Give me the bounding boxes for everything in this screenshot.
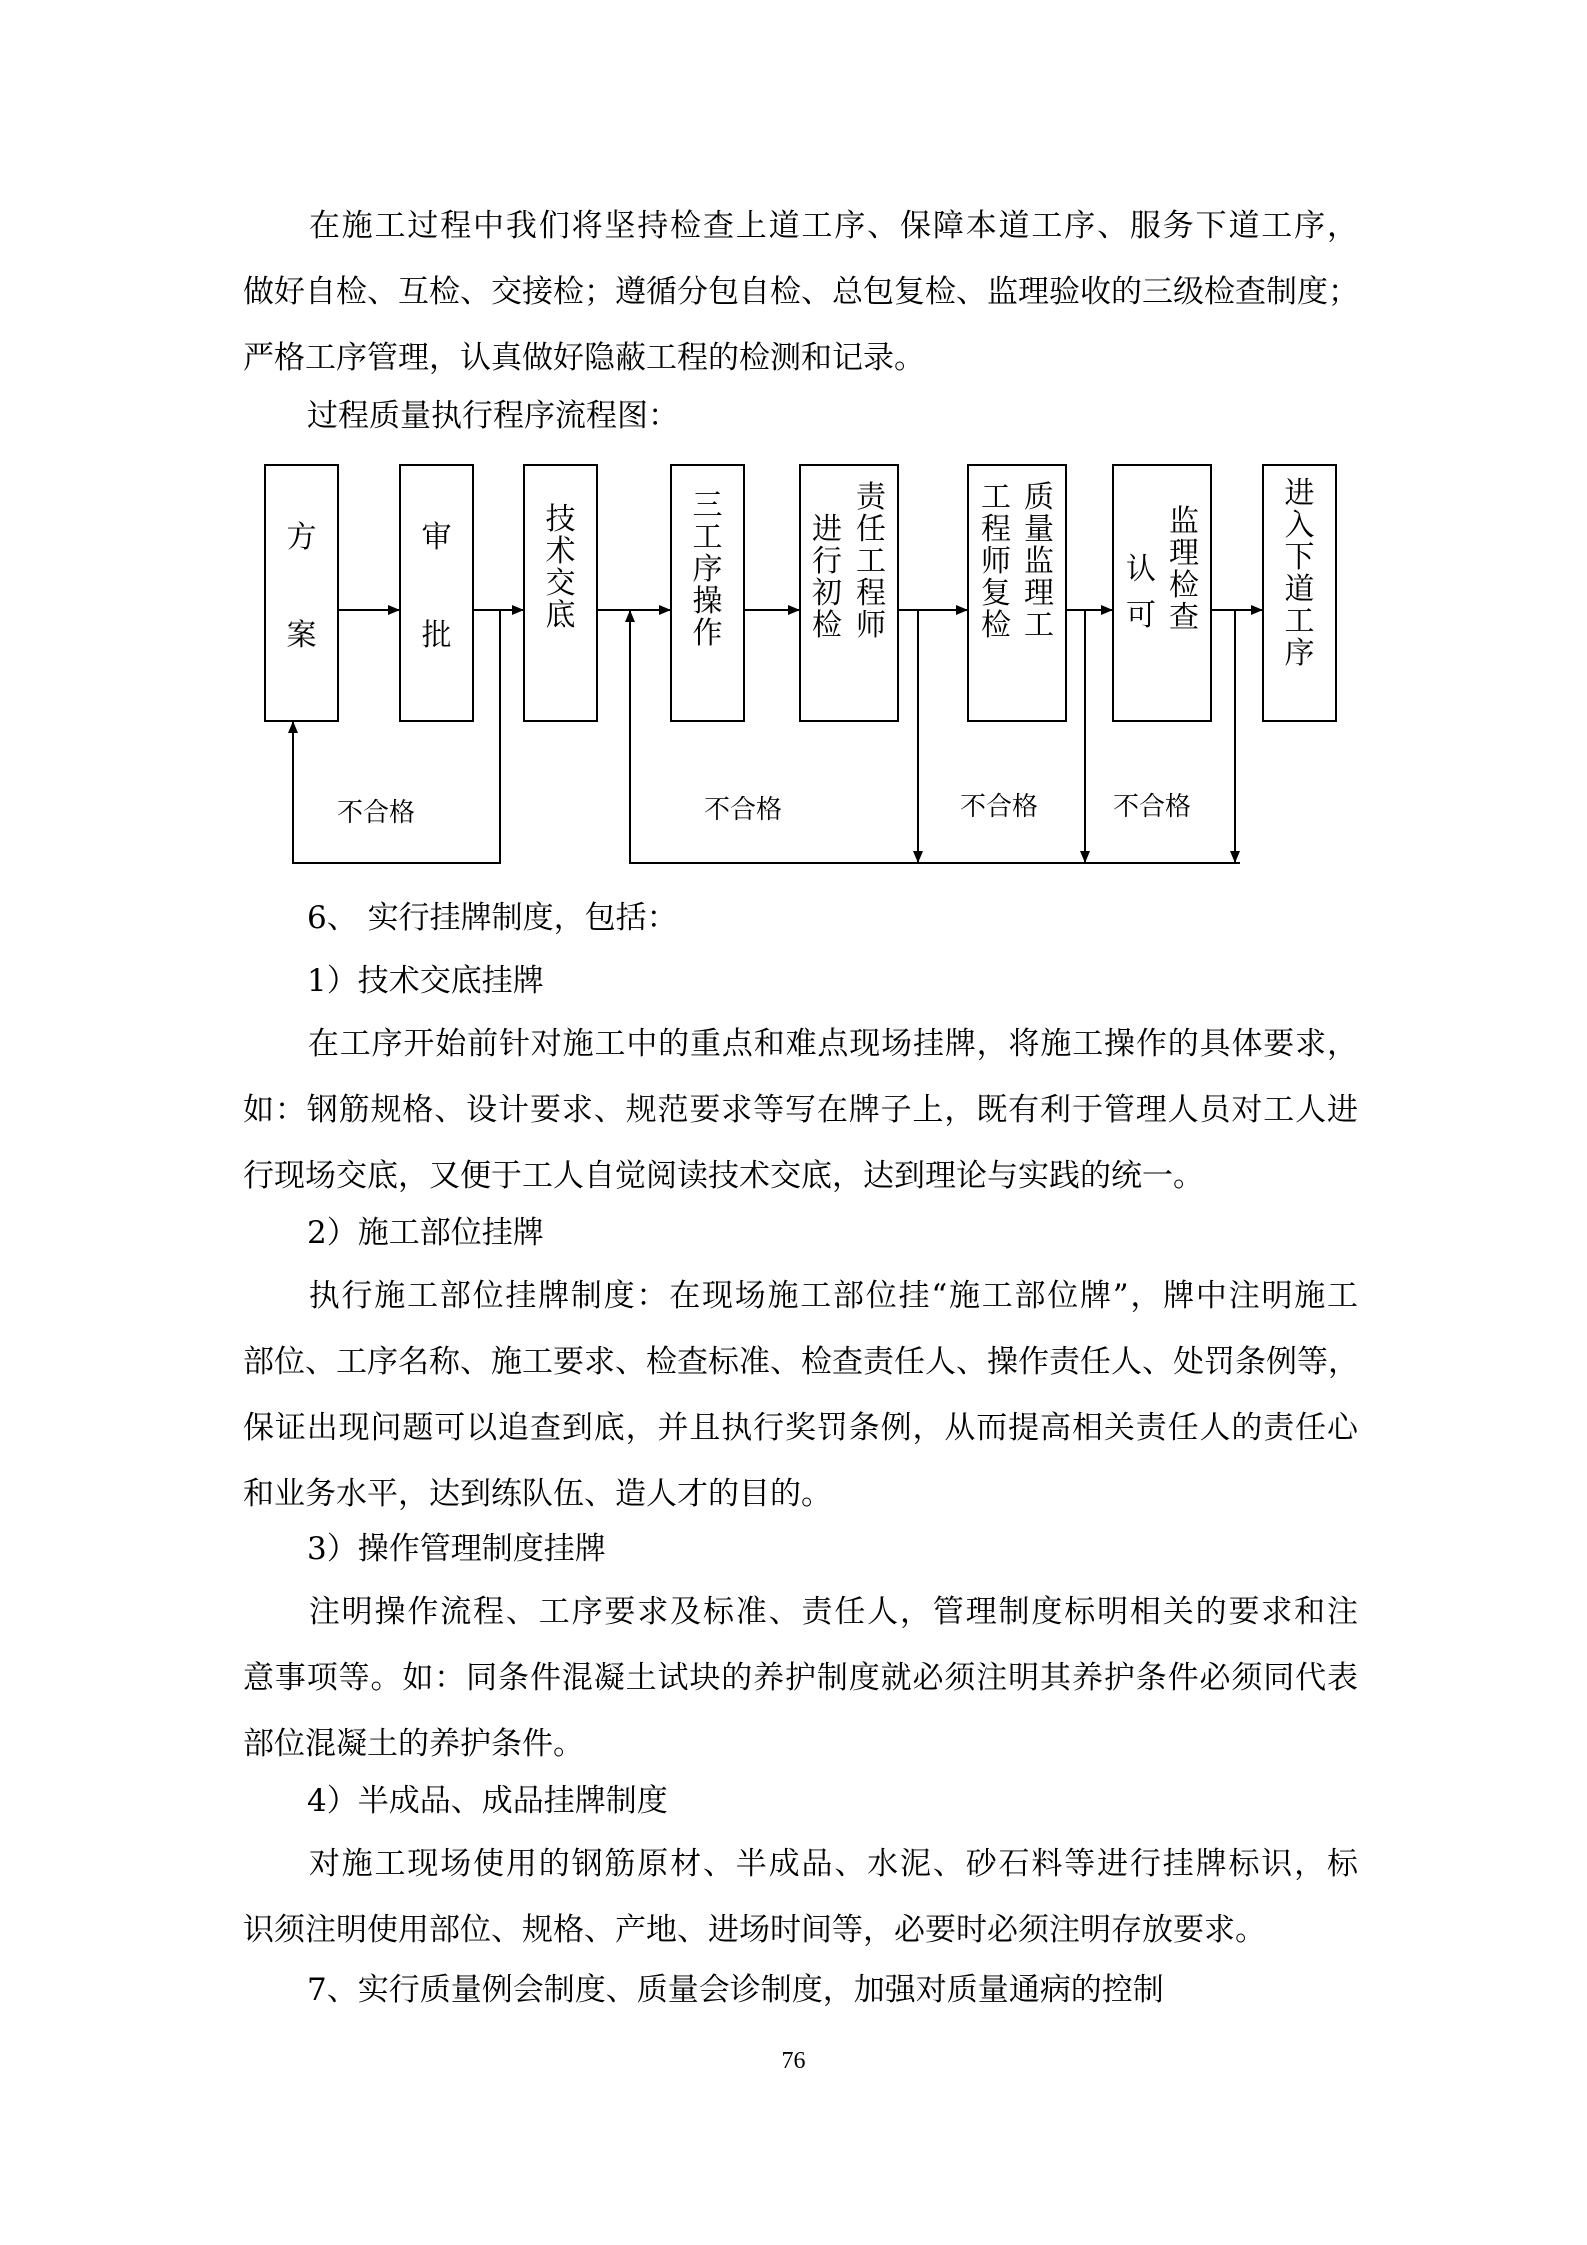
initial-check-right-char-4: 程 <box>856 576 886 611</box>
box-supervisor-label-right <box>1169 504 1199 635</box>
box-approval <box>400 465 473 721</box>
recheck-left-char-3: 师 <box>981 544 1011 579</box>
item-1-title: 1）技术交底挂牌 <box>307 963 544 999</box>
next-process-char-3: 下 <box>1284 540 1315 575</box>
next-process-char-1: 进 <box>1284 476 1315 511</box>
supervisor-left-char-2: 可 <box>1126 598 1156 633</box>
fail-label-4: 不合格 <box>1113 792 1192 822</box>
item-3-title: 3）操作管理制度挂牌 <box>307 1531 606 1567</box>
item-2-line-2: 部位、工序名称、施工要求、检查标准、检查责任人、操作责任人、处罚条例等， <box>243 1344 1359 1380</box>
fail-label-2: 不合格 <box>704 795 783 825</box>
recheck-right-char-1: 质 <box>1024 480 1054 515</box>
recheck-left-char-2: 程 <box>981 512 1011 547</box>
fail-label-1: 不合格 <box>337 798 416 828</box>
next-process-char-2: 入 <box>1284 508 1315 543</box>
supervisor-right-char-4: 查 <box>1169 600 1199 635</box>
flowchart-title: 过程质量执行程序流程图： <box>307 398 679 434</box>
operation-char-5: 作 <box>692 616 723 651</box>
intro-line-3: 严格工序管理，认真做好隐蔽工程的检测和记录。 <box>243 340 925 376</box>
item-2-title: 2）施工部位挂牌 <box>307 1215 544 1251</box>
initial-check-right-char-1: 责 <box>856 480 886 515</box>
page-number: 76 <box>781 2048 806 2074</box>
box-plan-char-1: 方 <box>286 520 317 555</box>
intro-paragraph <box>243 193 1358 391</box>
intro-line-1: 在施工过程中我们将坚持检查上道工序、保障本道工序、服务下道工序， <box>307 208 1358 244</box>
operation-char-3: 序 <box>692 552 723 587</box>
box-operation-label <box>693 488 723 651</box>
operation-char-1: 三 <box>692 488 723 523</box>
initial-check-left-char-4: 检 <box>812 608 842 643</box>
item-2-line-4: 和业务水平，达到练队伍、造人才的目的。 <box>243 1476 832 1512</box>
item-2-paragraph <box>243 1263 1358 1527</box>
recheck-right-char-2: 量 <box>1024 512 1054 547</box>
item-4-line-1: 对施工现场使用的钢筋原材、半成品、水泥、砂石料等进行挂牌标识，标 <box>307 1846 1358 1882</box>
initial-check-left-char-3: 初 <box>812 576 842 611</box>
box-next-process-label <box>1285 476 1315 671</box>
box-recheck-label-left <box>981 480 1011 643</box>
supervisor-left-char-1: 认 <box>1126 552 1156 587</box>
item-4-paragraph <box>243 1831 1358 1963</box>
recheck-right-char-4: 理 <box>1024 576 1054 611</box>
tech-briefing-char-2: 术 <box>545 534 576 569</box>
item-3-line-2: 意事项等。如：同条件混凝土试块的养护制度就必须注明其养护条件必须同代表 <box>243 1660 1358 1696</box>
item-3-line-3: 部位混凝土的养护条件。 <box>243 1726 584 1762</box>
item-1-line-1: 在工序开始前针对施工中的重点和难点现场挂牌，将施工操作的具体要求， <box>307 1026 1358 1062</box>
box-approval-char-1: 审 <box>421 520 452 555</box>
box-initial-check-label-left <box>812 512 842 643</box>
next-process-char-5: 工 <box>1284 604 1315 639</box>
fail-label-3: 不合格 <box>960 792 1039 822</box>
recheck-left-char-4: 复 <box>981 576 1011 611</box>
item-1-paragraph <box>243 1011 1358 1209</box>
recheck-right-char-3: 监 <box>1024 544 1054 579</box>
supervisor-right-char-1: 监 <box>1169 504 1199 539</box>
item-2-line-1: 执行施工部位挂牌制度：在现场施工部位挂“施工部位牌”，牌中注明施工 <box>307 1278 1358 1314</box>
tech-briefing-char-4: 底 <box>545 598 576 633</box>
tech-briefing-char-3: 交 <box>545 566 576 601</box>
section-6-title: 6、 实行挂牌制度，包括： <box>307 900 678 936</box>
item-3-paragraph <box>243 1579 1358 1777</box>
box-plan <box>265 465 338 721</box>
recheck-left-char-5: 检 <box>981 608 1011 643</box>
box-initial-check-label-right <box>856 480 888 643</box>
initial-check-left-char-1: 进 <box>812 512 842 547</box>
item-3-line-1: 注明操作流程、工序要求及标准、责任人，管理制度标明相关的要求和注 <box>307 1594 1358 1630</box>
initial-check-right-char-3: 工 <box>856 544 886 579</box>
next-process-char-4: 道 <box>1284 572 1315 607</box>
operation-char-4: 操 <box>692 584 723 619</box>
next-process-char-6: 序 <box>1284 636 1315 671</box>
section-7-title: 7、实行质量例会制度、质量会诊制度，加强对质量通病的控制 <box>307 1972 1164 2008</box>
box-supervisor-label-left <box>1126 552 1156 633</box>
initial-check-right-char-5: 师 <box>856 608 886 643</box>
tech-briefing-char-1: 技 <box>545 502 576 537</box>
operation-char-2: 工 <box>692 520 723 555</box>
box-tech-briefing-label <box>546 502 576 633</box>
intro-line-2: 做好自检、互检、交接检；遵循分包自检、总包复检、监理验收的三级检查制度； <box>243 274 1359 310</box>
item-4-line-2: 识须注明使用部位、规格、产地、进场时间等，必要时必须注明存放要求。 <box>243 1912 1266 1948</box>
initial-check-right-char-2: 任 <box>856 512 886 547</box>
box-plan-char-2: 案 <box>286 618 317 653</box>
supervisor-right-char-2: 理 <box>1169 536 1199 571</box>
recheck-left-char-1: 工 <box>981 480 1011 515</box>
item-4-title: 4）半成品、成品挂牌制度 <box>307 1783 668 1819</box>
quality-process-flowchart <box>240 455 1350 875</box>
supervisor-right-char-3: 检 <box>1169 568 1199 603</box>
item-2-line-3: 保证出现问题可以追查到底，并且执行奖罚条例，从而提高相关责任人的责任心 <box>243 1410 1358 1446</box>
recheck-right-char-5: 工 <box>1024 608 1054 643</box>
box-approval-char-2: 批 <box>421 618 452 653</box>
item-1-line-2: 如：钢筋规格、设计要求、规范要求等写在牌子上，既有利于管理人员对工人进 <box>243 1092 1358 1128</box>
initial-check-left-char-2: 行 <box>812 544 842 579</box>
item-1-line-3: 行现场交底，又便于工人自觉阅读技术交底，达到理论与实践的统一。 <box>243 1158 1204 1194</box>
box-recheck-label-right <box>1024 480 1054 643</box>
